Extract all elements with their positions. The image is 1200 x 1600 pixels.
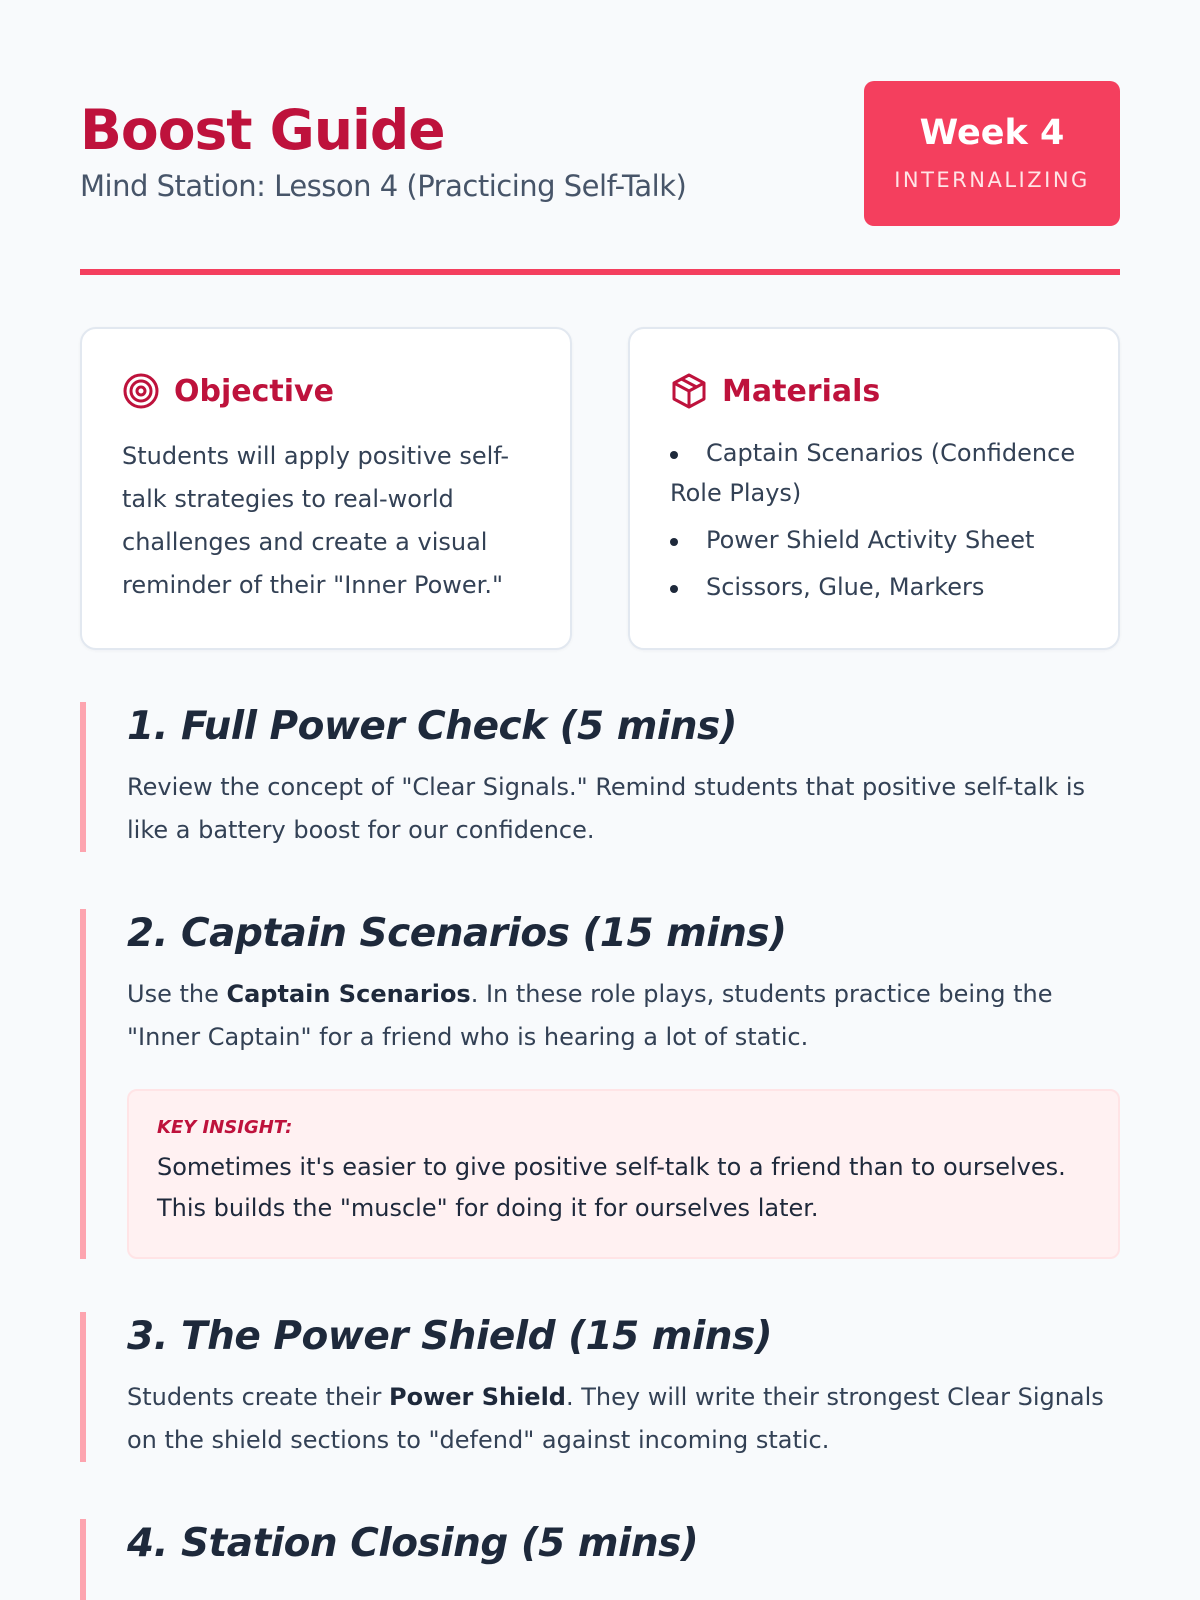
section-text-part: Use the bbox=[127, 980, 227, 1008]
box-icon bbox=[670, 372, 708, 410]
materials-card bbox=[628, 327, 1120, 650]
key-insight-label: KEY INSIGHT: bbox=[157, 1117, 293, 1138]
page-header bbox=[80, 0, 1120, 275]
section-text-bold: Captain Scenarios bbox=[226, 980, 471, 1008]
section-captain-scenarios bbox=[80, 909, 1120, 1259]
section-title: 3. The Power Shield (15 mins) bbox=[127, 1314, 773, 1359]
week-phase-label: INTERNALIZING bbox=[894, 168, 1090, 192]
section-title: 4. Station Closing (5 mins) bbox=[127, 1521, 699, 1566]
section-text bbox=[127, 973, 1120, 1059]
materials-list bbox=[670, 433, 1078, 607]
section-full-power-check bbox=[80, 702, 1120, 852]
info-cards bbox=[80, 327, 1120, 650]
target-icon bbox=[122, 372, 160, 410]
objective-title: Objective bbox=[174, 373, 334, 409]
objective-card-header bbox=[122, 369, 530, 413]
section-text-part: . They will write their strongest Clear Signals on the shield sections to "defend" against incoming static. bbox=[127, 1383, 1104, 1454]
materials-list-item: Scissors, Glue, Markers bbox=[670, 567, 1078, 607]
section-text-part: . In these role plays, students practice being the "Inner Captain" for a friend who is hearing a lot of static. bbox=[127, 980, 1053, 1051]
section-station-closing bbox=[80, 1519, 1120, 1600]
objective-text: Students will apply positive self-talk strategies to real-world challenges and create a visual reminder of their "Inner Power." bbox=[122, 442, 510, 599]
section-title: 1. Full Power Check (5 mins) bbox=[127, 704, 737, 749]
materials-card-header bbox=[670, 369, 1078, 413]
week-badge bbox=[864, 81, 1120, 226]
key-insight-box bbox=[127, 1089, 1120, 1259]
key-insight-text: Sometimes it's easier to give positive self-talk to a friend than to ourselves. This builds the "muscle" for doing it for ourselves later. bbox=[157, 1153, 1066, 1222]
materials-list-item: Captain Scenarios (Confidence Role Plays) bbox=[670, 433, 1078, 513]
week-number: Week 4 bbox=[919, 113, 1065, 153]
page-title: Boost Guide bbox=[80, 98, 445, 162]
section-text: Review the concept of "Clear Signals." Remind students that positive self-talk is like a battery boost for our confidence. bbox=[127, 773, 1086, 844]
page-subtitle: Mind Station: Lesson 4 (Practicing Self-Talk) bbox=[80, 169, 687, 203]
section-text bbox=[127, 1376, 1120, 1462]
section-text-part: Students create their bbox=[127, 1383, 389, 1411]
section-power-shield bbox=[80, 1312, 1120, 1462]
section-title: 2. Captain Scenarios (15 mins) bbox=[127, 911, 787, 956]
materials-title: Materials bbox=[722, 373, 881, 409]
objective-card bbox=[80, 327, 572, 650]
section-text-bold: Power Shield bbox=[388, 1383, 566, 1411]
materials-list-item: Power Shield Activity Sheet bbox=[670, 520, 1078, 560]
